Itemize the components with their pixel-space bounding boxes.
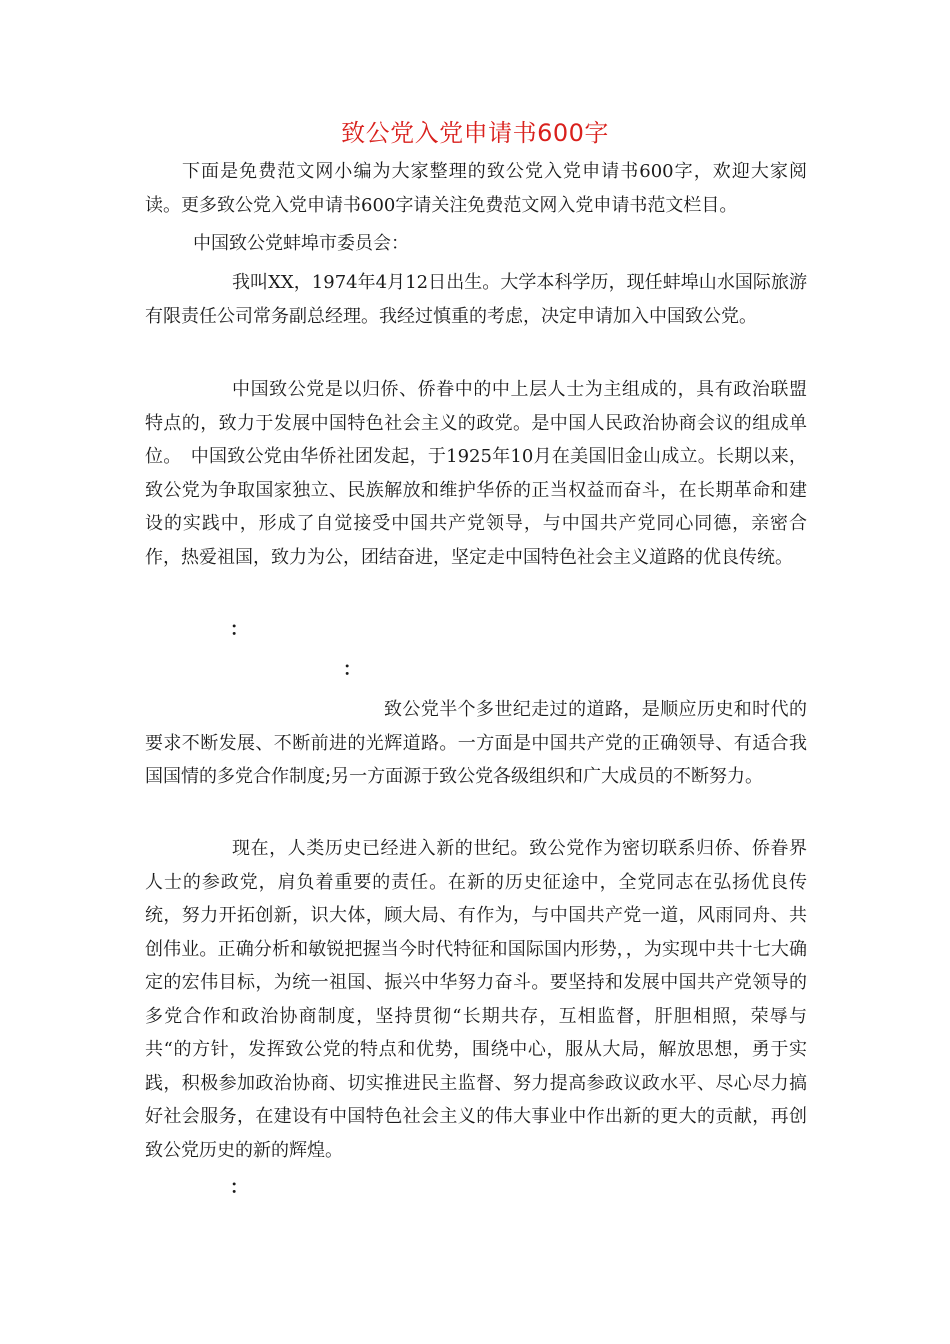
- body-paragraph-1: 我叫XX，1974年4月12日出生。大学本科学历，现任蚌埠山水国际旅游有限责任公司常务副总经理。我经过慎重的考虑，决定申请加入中国致公党。: [145, 272, 807, 327]
- document-title: 致公党入党申请书600字: [341, 119, 609, 147]
- stray-colon-3: ：: [230, 1177, 248, 1198]
- intro-paragraph: 下面是免费范文网小编为大家整理的致公党入党申请书600字，欢迎大家阅读。更多致公党入党申请书600字请关注免费范文网入党申请书范文栏目。: [145, 161, 807, 216]
- stray-colon-2: ：: [343, 659, 361, 680]
- body-paragraph-2: 中国致公党是以归侨、侨眷中的中上层人士为主组成的，具有政治联盟特点的，致力于发展中国特色社会主义的政党。是中国人民政治协商会议的组成单位。 中国致公党由华侨社团发起，于1925年10月在美国旧金山成立。长期以来，致公党为争取国家独立、民族解放和维护华侨的正当权益而奋斗，在长期革命和建设的实践中，形成了自觉接受中国共产党领导，与中国共产党同心同德，亲密合作，热爱祖国，致力为公，团结奋进，坚定走中国特色社会主义道路的优良传统。: [145, 379, 807, 568]
- body-paragraph-3: 致公党半个多世纪走过的道路，是顺应历史和时代的要求不断发展、不断前进的光辉道路。一方面是中国共产党的正确领导、有适合我国国情的多党合作制度;另一方面源于致公党各级组织和广大成员的不断努力。: [145, 699, 807, 787]
- stray-colon-1: ：: [230, 619, 248, 640]
- body-paragraph-4: 现在，人类历史已经进入新的世纪。致公党作为密切联系归侨、侨眷界人士的参政党，肩负着重要的责任。在新的历史征途中，全党同志在弘扬优良传统，努力开拓创新，识大体，顾大局、有作为，与中国共产党一道，风雨同舟、共创伟业。正确分析和敏锐把握当今时代特征和国际国内形势，，为实现中共十七大确定的宏伟目标，为统一祖国、振兴中华努力奋斗。要坚持和发展中国共产党领导的多党合作和政治协商制度，坚持贯彻“长期共存，互相监督，肝胆相照，荣辱与共“的方针，发挥致公党的特点和优势，围绕中心，服从大局，解放思想，勇于实践，积极参加政治协商、切实推进民主监督、努力提高参政议政水平、尽心尽力搞好社会服务，在建设有中国特色社会主义的伟大事业中作出新的更大的贡献，再创致公党历史的新的辉煌。: [145, 838, 807, 1161]
- salutation: 中国致公党蚌埠市委员会：: [193, 233, 409, 254]
